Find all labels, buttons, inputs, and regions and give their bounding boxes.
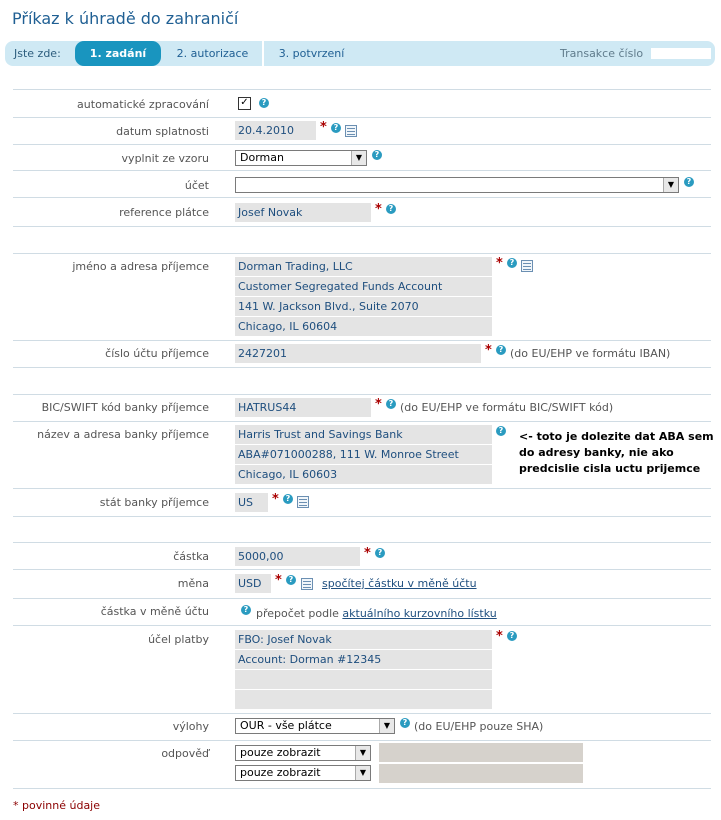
required-star-icon: *	[375, 397, 382, 412]
bank-line-1[interactable]: Harris Trust and Savings Bank	[235, 425, 492, 444]
bank-line-3[interactable]: Chicago, IL 60603	[235, 465, 492, 484]
required-star-icon: *	[496, 629, 503, 644]
help-icon[interactable]: ?	[507, 258, 517, 268]
due-date-label: datum splatnosti	[116, 125, 209, 138]
due-date-input[interactable]: 20.4.2010	[235, 121, 316, 140]
page-title: Příkaz k úhradě do zahraničí	[12, 9, 239, 28]
help-icon[interactable]: ?	[331, 123, 341, 133]
response-select-1[interactable]: pouze zobrazit ▼	[235, 745, 371, 761]
purpose-line-4[interactable]	[235, 690, 492, 709]
account-label: účet	[184, 179, 209, 192]
beneficiary-line-4[interactable]: Chicago, IL 60604	[235, 317, 492, 336]
beneficiary-account-label: číslo účtu příjemce	[105, 347, 209, 360]
help-icon[interactable]: ?	[241, 605, 251, 615]
amount-in-account-currency-label: částka v měně účtu	[100, 605, 209, 618]
bank-country-input[interactable]: US	[235, 493, 268, 512]
fees-select[interactable]: OUR - vše plátce ▼	[235, 718, 395, 734]
address-book-icon[interactable]	[521, 260, 533, 272]
help-icon[interactable]: ?	[400, 718, 410, 728]
account-select[interactable]	[235, 177, 679, 193]
required-star-icon: *	[275, 573, 282, 588]
purpose-label: účel platby	[148, 633, 209, 646]
response-label: odpověď	[161, 747, 209, 760]
calendar-icon[interactable]	[345, 125, 357, 137]
required-star-icon: *	[320, 120, 327, 135]
beneficiary-account-input[interactable]: 2427201	[235, 344, 481, 363]
list-icon[interactable]	[297, 496, 309, 508]
required-star-icon: *	[496, 256, 503, 271]
bic-note: (do EU/EHP ve formátu BIC/SWIFT kód)	[400, 401, 614, 414]
beneficiary-line-1[interactable]: Dorman Trading, LLC	[235, 257, 492, 276]
required-star-icon: *	[364, 546, 371, 561]
auto-processing-label: automatické zpracování	[77, 98, 209, 111]
beneficiary-label: jméno a adresa příjemce	[72, 260, 209, 273]
help-icon[interactable]: ?	[496, 426, 506, 436]
fees-note: (do EU/EHP pouze SHA)	[414, 720, 544, 733]
beneficiary-line-2[interactable]: Customer Segregated Funds Account	[235, 277, 492, 296]
step-entry: 1. zadání	[75, 41, 161, 66]
chevron-down-icon: ▼	[379, 719, 394, 733]
required-fields-note: * povinné údaje	[13, 799, 101, 812]
required-star-icon: *	[375, 202, 382, 217]
bank-label: název a adresa banky příjemce	[37, 428, 209, 441]
exchange-rate-link[interactable]: aktuálního kurzovního lístku	[342, 607, 497, 620]
annotation-note: <- toto je dolezite dat ABA sem do adresy banky, nie ako predcislie cisla uctu prijemce	[519, 430, 714, 475]
required-star-icon: *	[485, 343, 492, 358]
purpose-line-3[interactable]	[235, 670, 492, 689]
step-confirmation: 3. potvrzení	[278, 47, 345, 60]
help-icon[interactable]: ?	[386, 204, 396, 214]
response-field-2[interactable]	[379, 764, 583, 783]
response-select-2[interactable]: pouze zobrazit ▼	[235, 765, 371, 781]
help-icon[interactable]: ?	[496, 345, 506, 355]
chevron-down-icon: ▼	[355, 766, 370, 780]
template-label: vyplnit ze vzoru	[121, 152, 209, 165]
response-field-1[interactable]	[379, 743, 583, 762]
fees-label: výlohy	[172, 720, 209, 733]
payer-reference-input[interactable]: Josef Novak	[235, 203, 371, 222]
purpose-line-2[interactable]: Account: Dorman #12345	[235, 650, 492, 669]
auto-processing-checkbox[interactable]: ✓	[238, 97, 251, 110]
amount-label: částka	[173, 550, 209, 563]
help-icon[interactable]: ?	[259, 98, 269, 108]
bic-input[interactable]: HATRUS44	[235, 398, 371, 417]
payer-reference-label: reference plátce	[119, 206, 209, 219]
help-icon[interactable]: ?	[283, 494, 293, 504]
progress-steps	[5, 41, 715, 66]
chevron-down-icon: ▼	[663, 178, 678, 192]
beneficiary-line-3[interactable]: 141 W. Jackson Blvd., Suite 2070	[235, 297, 492, 316]
help-icon[interactable]: ?	[507, 631, 517, 641]
bic-label: BIC/SWIFT kód banky příjemce	[41, 401, 209, 414]
help-icon[interactable]: ?	[375, 548, 385, 558]
help-icon[interactable]: ?	[286, 575, 296, 585]
purpose-line-1[interactable]: FBO: Josef Novak	[235, 630, 492, 649]
beneficiary-account-note: (do EU/EHP ve formátu IBAN)	[510, 347, 671, 360]
step-authorization: 2. autorizace	[163, 41, 264, 66]
template-select[interactable]: Dorman ▼	[235, 150, 367, 166]
amount-input[interactable]: 5000,00	[235, 547, 360, 566]
currency-label: měna	[177, 577, 209, 590]
list-icon[interactable]	[301, 578, 313, 590]
steps-prefix: Jste zde:	[14, 47, 61, 60]
transaction-number-label: Transakce číslo	[560, 47, 644, 60]
bank-country-label: stát banky příjemce	[99, 496, 209, 509]
help-icon[interactable]: ?	[386, 399, 396, 409]
currency-input[interactable]: USD	[235, 574, 271, 593]
chevron-down-icon: ▼	[351, 151, 366, 165]
conversion-text: přepočet podle aktuálního kurzovního lístku	[256, 607, 497, 620]
help-icon[interactable]: ?	[684, 177, 694, 187]
chevron-down-icon: ▼	[355, 746, 370, 760]
required-star-icon: *	[272, 492, 279, 507]
convert-amount-link[interactable]: spočítej částku v měně účtu	[322, 577, 477, 590]
bank-line-2[interactable]: ABA#071000288, 111 W. Monroe Street	[235, 445, 492, 464]
help-icon[interactable]: ?	[372, 150, 382, 160]
transaction-number-value	[651, 48, 711, 59]
